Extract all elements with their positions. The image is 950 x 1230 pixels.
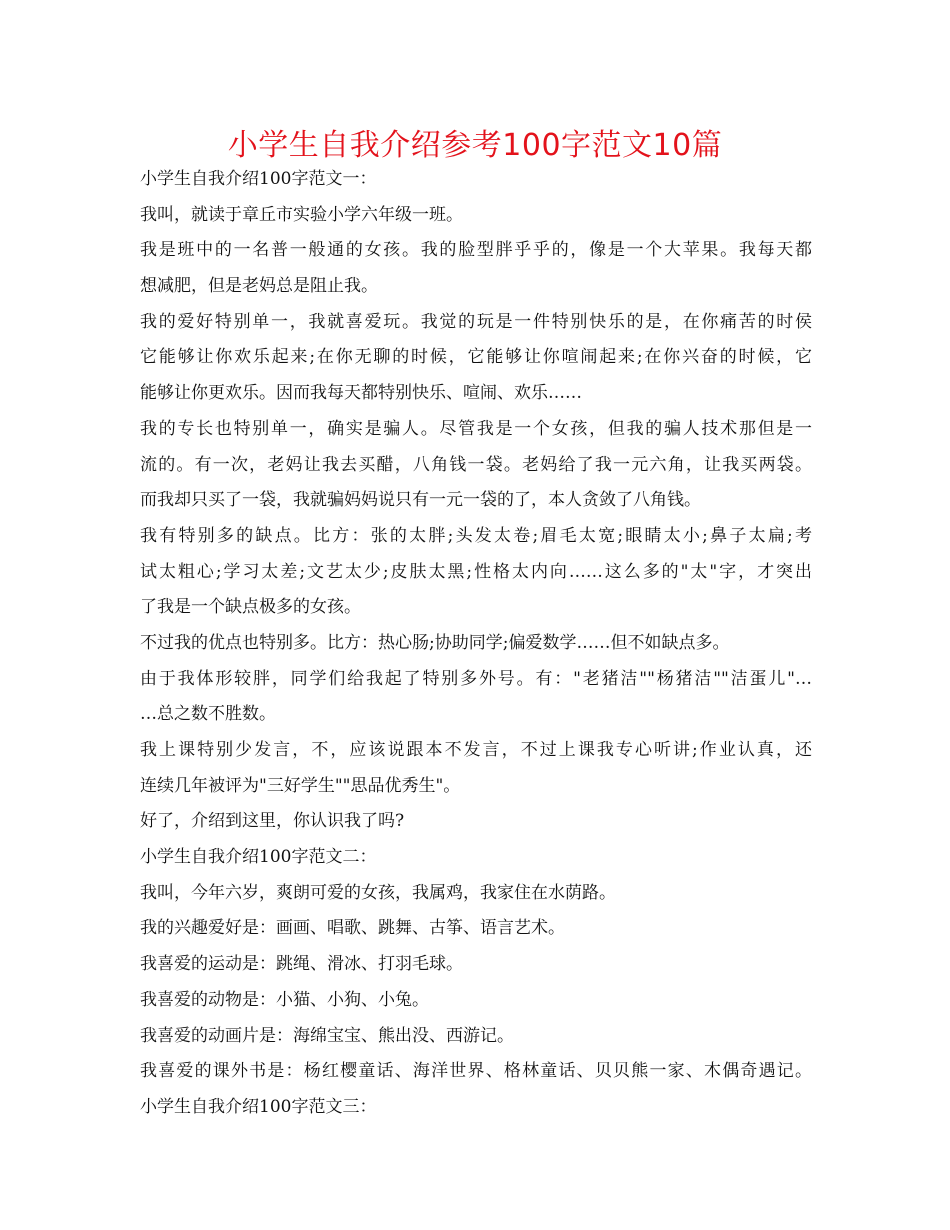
text-line: …总之数不胜数。 [140,704,276,725]
text-line: 我喜爱的运动是：跳绳、滑冰、打羽毛球。 [140,954,463,975]
document-body [140,162,812,1126]
text-line: 我喜爱的动画片是：海绵宝宝、熊出没、西游记。 [140,1025,514,1046]
text-line: 好了，介绍到这里，你认识我了吗? [140,811,405,832]
text-line: 我的专长也特别单一，确实是骗人。尽管我是一个女孩，但我的骗人技术那但是一 [140,418,812,439]
text-line: 我的爱好特别单一，我就喜爱玩。我觉的玩是一件特别快乐的是，在你痛苦的时侯 [140,311,812,332]
text-line: 不过我的优点也特别多。比方：热心肠;协助同学;偏爱数学……但不如缺点多。 [140,632,730,653]
text-line: 连续几年被评为"三好学生""思品优秀生"。 [140,775,461,796]
text-line: 我叫，就读于章丘市实验小学六年级一班。 [140,204,463,225]
text-line: 小学生自我介绍100字范文三： [140,1096,377,1117]
text-line: 试太粗心;学习太差;文艺太少;皮肤太黑;性格太内向……这么多的"太"字，才突出 [140,561,812,582]
text-line: 我是班中的一名普一般通的女孩。我的脸型胖乎乎的，像是一个大苹果。我每天都 [140,240,812,261]
text-line: 我有特别多的缺点。比方：张的太胖;头发太卷;眉毛太宽;眼睛太小;鼻子太扁;考 [140,525,812,546]
text-line: 我喜爱的动物是：小猫、小狗、小兔。 [140,989,429,1010]
text-line: 流的。有一次，老妈让我去买醋，八角钱一袋。老妈给了我一元六角，让我买两袋。 [140,454,812,475]
text-line: 我叫，今年六岁，爽朗可爱的女孩，我属鸡，我家住在水荫路。 [140,882,616,903]
text-line: 小学生自我介绍100字范文一： [140,169,377,189]
text-line: 我上课特别少发言，不，应该说跟本不发言，不过上课我专心听讲;作业认真，还 [140,740,812,760]
document-title: 小学生自我介绍参考100字范文10篇 [227,128,723,163]
text-line: 我喜爱的课外书是：杨红樱童话、海洋世界、格林童话、贝贝熊一家、木偶奇遇记。 [140,1061,812,1082]
text-line: 而我却只买了一袋，我就骗妈妈说只有一元一袋的了，本人贪敛了八角钱。 [140,490,701,511]
text-line: 小学生自我介绍100字范文二： [140,847,377,868]
text-line: 由于我体形较胖，同学们给我起了特别多外号。有："老猪洁""杨猪洁""洁蛋儿"… [140,668,812,689]
text-line: 想减肥，但是老妈总是阻止我。 [140,276,378,297]
text-line: 它能够让你欢乐起来;在你无聊的时候，它能够让你喧闹起来;在你兴奋的时候，它 [140,347,812,368]
text-line: 了我是一个缺点极多的女孩。 [140,597,361,618]
text-line: 能够让你更欢乐。因而我每天都特别快乐、喧闹、欢乐…… [140,383,582,404]
text-line: 我的兴趣爱好是：画画、唱歌、跳舞、古筝、语言艺术。 [140,918,565,939]
